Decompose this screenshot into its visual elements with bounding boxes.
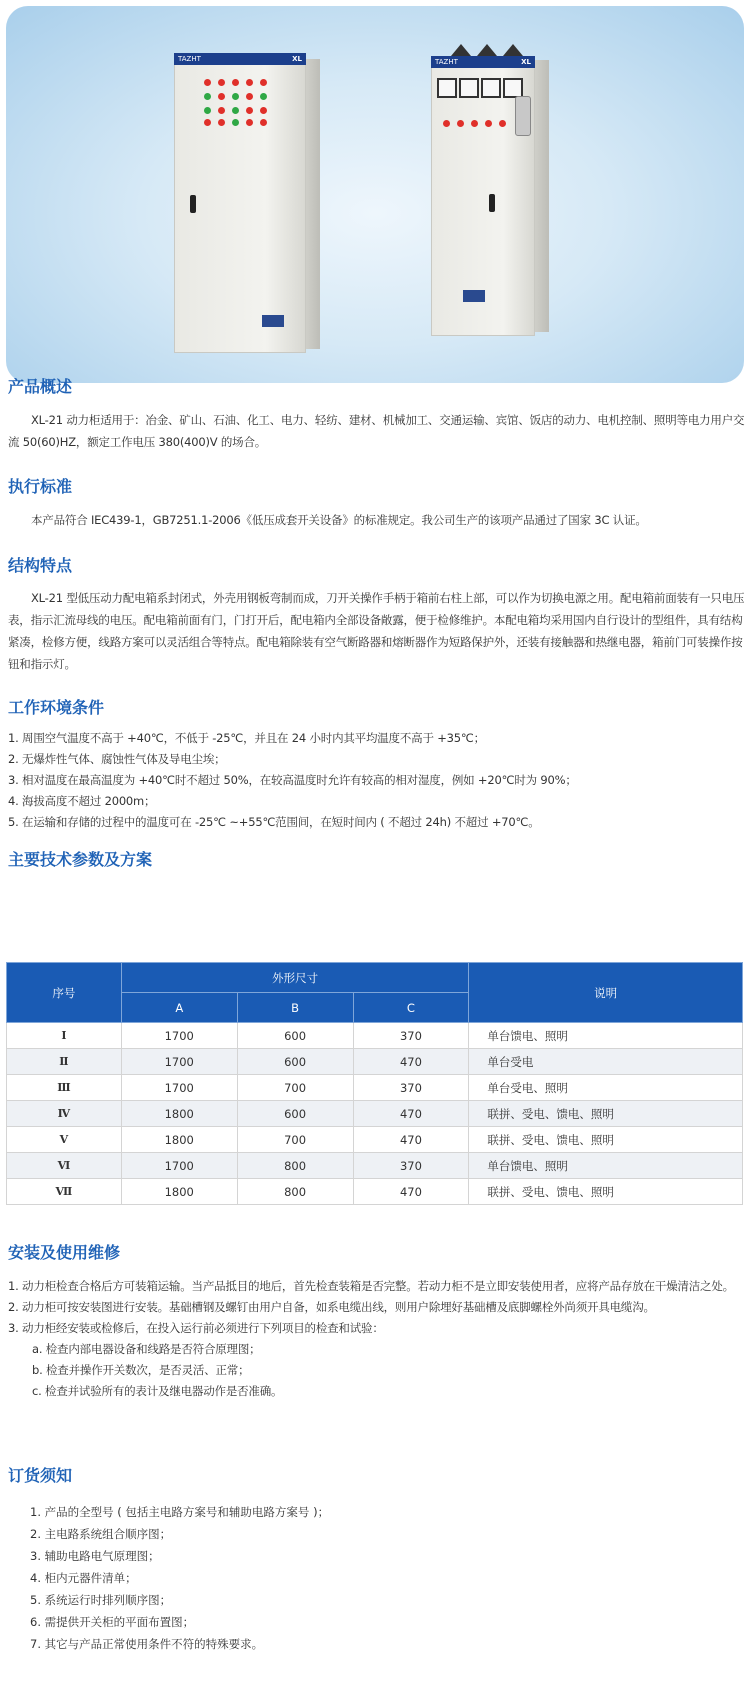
door-handle	[190, 195, 196, 213]
section-title-order: 订货须知	[8, 1466, 73, 1485]
indicator-lamp	[218, 107, 225, 114]
spec-table	[6, 962, 743, 1205]
ammeter-icon	[459, 78, 479, 98]
indicator-lamp	[246, 119, 253, 126]
cabinet-right	[431, 44, 551, 336]
cabinet-left	[174, 53, 324, 353]
cell-b: 600	[237, 1049, 353, 1075]
section-title-environment: 工作环境条件	[8, 698, 105, 717]
table-row	[7, 1179, 743, 1205]
cell-c: 370	[353, 1075, 469, 1101]
indicator-lamp	[246, 79, 253, 86]
cell-no: Ⅱ	[7, 1049, 122, 1075]
cell-c: 470	[353, 1049, 469, 1075]
cabinet-right-series: XL	[521, 58, 531, 66]
ammeter-icon	[481, 78, 501, 98]
cell-b: 800	[237, 1179, 353, 1205]
cell-a: 1700	[121, 1023, 237, 1049]
table-row	[7, 1075, 743, 1101]
section-title-params: 主要技术参数及方案	[8, 850, 153, 869]
table-row	[7, 1049, 743, 1075]
indicator-lamp	[232, 79, 239, 86]
table-header-desc: 说明	[469, 963, 743, 1023]
cell-desc: 单台受电、照明	[469, 1075, 743, 1101]
indicator-lamp	[232, 107, 239, 114]
table-header-b: B	[237, 993, 353, 1023]
table-header-dims: 外形尺寸	[121, 963, 469, 993]
cell-b: 800	[237, 1153, 353, 1179]
table-row	[7, 1101, 743, 1127]
indicator-lamp	[246, 93, 253, 100]
cabinet-left-series: XL	[292, 55, 302, 63]
cell-c: 470	[353, 1179, 469, 1205]
cell-desc: 单台馈电、照明	[469, 1153, 743, 1179]
vent-icon	[477, 44, 497, 56]
cell-c: 470	[353, 1127, 469, 1153]
cell-a: 1700	[121, 1153, 237, 1179]
list-item: 2. 动力柜可按安装图进行安装。基础槽钢及螺钉由用户自备，如系电缆出线，则用户除埋好基础槽及底脚螺栓外尚须开具电缆沟。	[8, 1300, 655, 1314]
vent-icon	[451, 44, 471, 56]
indicator-lamp	[260, 93, 267, 100]
indicator-lamp	[457, 120, 464, 127]
table-header-no: 序号	[7, 963, 122, 1023]
indicator-lamp	[260, 107, 267, 114]
cabinet-right-nameplate	[431, 56, 535, 68]
cell-no: Ⅴ	[7, 1127, 122, 1153]
indicator-lamp	[260, 79, 267, 86]
list-subitem: c. 检查并试验所有的表计及继电器动作是否准确。	[32, 1384, 283, 1398]
list-item: 3. 动力柜经安装或检修后，在投入运行前必须进行下列项目的检查和试验：	[8, 1321, 384, 1335]
indicator-lamp	[443, 120, 450, 127]
list-item: 3. 辅助电路电气原理图；	[30, 1549, 160, 1563]
cell-desc: 联拼、受电、馈电、照明	[469, 1101, 743, 1127]
cell-desc: 单台受电	[469, 1049, 743, 1075]
cell-no: Ⅶ	[7, 1179, 122, 1205]
table-row	[7, 1153, 743, 1179]
cell-b: 700	[237, 1075, 353, 1101]
indicator-lamp	[204, 107, 211, 114]
cell-c: 470	[353, 1101, 469, 1127]
list-item: 4. 柜内元器件清单；	[30, 1571, 137, 1585]
cabinet-right-brand: TAZHT	[435, 58, 458, 66]
list-subitem: b. 检查并操作开关数次，是否灵活、正常；	[32, 1363, 250, 1377]
order-list	[30, 1501, 329, 1655]
ammeter-icon	[503, 78, 523, 98]
door-handle	[489, 194, 495, 212]
vent-icon	[503, 44, 523, 56]
list-item: 2. 无爆炸性气体、腐蚀性气体及导电尘埃；	[8, 752, 226, 766]
structure-text: XL-21 型低压动力配电箱系封闭式，外壳用钢板弯制而成，刀开关操作手柄于箱前右柱上部，可以作为切换电源之用。配电箱前面装有一只电压表，指示汇流母线的电压。配电箱前面有门，门打开后，配电箱内全部设备敞露，便于检修维护。本配电箱均采用国内自行设计的型组件，具有结构紧凑，检修方便，线路方案可以灵活组合等特点。配电箱除装有空气断路器和熔断器作为短路保护外，还装有接触器和热继电器，箱前门可装操作按钮和指示灯。	[8, 591, 745, 671]
indicator-lamp	[499, 120, 506, 127]
environment-list	[8, 728, 746, 833]
cell-desc: 单台馈电、照明	[469, 1023, 743, 1049]
cell-no: Ⅳ	[7, 1101, 122, 1127]
cell-a: 1800	[121, 1101, 237, 1127]
indicator-lamp	[218, 79, 225, 86]
list-item: 1. 产品的全型号 ( 包括主电路方案号和辅助电路方案号 )；	[30, 1505, 330, 1519]
indicator-lamp	[204, 79, 211, 86]
install-list	[8, 1276, 746, 1402]
voltmeter-icon	[437, 78, 457, 98]
cell-no: Ⅰ	[7, 1023, 122, 1049]
cell-no: Ⅲ	[7, 1075, 122, 1101]
cell-b: 600	[237, 1101, 353, 1127]
cell-desc: 联拼、受电、馈电、照明	[469, 1179, 743, 1205]
knife-switch-handle	[515, 96, 531, 136]
indicator-lamp	[471, 120, 478, 127]
cell-c: 370	[353, 1153, 469, 1179]
table-row	[7, 1023, 743, 1049]
table-header-a: A	[121, 993, 237, 1023]
cell-a: 1800	[121, 1127, 237, 1153]
indicator-lamp	[246, 107, 253, 114]
list-item: 5. 系统运行时排列顺序图；	[30, 1593, 172, 1607]
cell-a: 1800	[121, 1179, 237, 1205]
list-item: 3. 相对温度在最高温度为 +40℃时不超过 50%，在较高温度时允许有较高的相对湿度，例如 +20℃时为 90%；	[8, 773, 577, 787]
list-item: 1. 周围空气温度不高于 +40℃，不低于 -25℃，并且在 24 小时内其平均温度不高于 +35℃；	[8, 731, 485, 745]
cell-a: 1700	[121, 1075, 237, 1101]
section-title-install: 安装及使用维修	[8, 1243, 121, 1262]
list-item: 5. 在运输和存储的过程中的温度可在 -25℃ ~+55℃范围间，在短时间内 ( 不超过 24h) 不超过 +70℃。	[8, 815, 540, 829]
indicator-lamp	[204, 119, 211, 126]
section-title-structure: 结构特点	[8, 556, 73, 575]
indicator-lamp	[485, 120, 492, 127]
cabinet-left-brand: TAZHT	[178, 55, 201, 63]
section-title-overview: 产品概述	[8, 377, 73, 396]
cell-b: 600	[237, 1023, 353, 1049]
cell-c: 370	[353, 1023, 469, 1049]
table-row	[7, 1127, 743, 1153]
cell-b: 700	[237, 1127, 353, 1153]
section-title-standard: 执行标准	[8, 477, 73, 496]
indicator-lamp	[232, 93, 239, 100]
table-header-c: C	[353, 993, 469, 1023]
list-item: 1. 动力柜检查合格后方可装箱运输。当产品抵目的地后，首先检查装箱是否完整。若动力柜不是立即安装使用者，应将产品存放在干燥清洁之处。	[8, 1279, 734, 1293]
list-item: 6. 需提供开关柜的平面布置图；	[30, 1615, 195, 1629]
cell-no: Ⅵ	[7, 1153, 122, 1179]
list-subitem: a. 检查内部电器设备和线路是否符合原理图；	[32, 1342, 261, 1356]
product-photo	[6, 6, 744, 383]
indicator-lamp	[232, 119, 239, 126]
list-item: 7. 其它与产品正常使用条件不符的特殊要求。	[30, 1637, 264, 1651]
cell-a: 1700	[121, 1049, 237, 1075]
cabinet-label-plate	[463, 290, 485, 302]
cell-desc: 联拼、受电、馈电、照明	[469, 1127, 743, 1153]
list-item: 2. 主电路系统组合顺序图；	[30, 1527, 172, 1541]
standard-text: 本产品符合 IEC439-1，GB7251.1-2006《低压成套开关设备》的标准规定。我公司生产的该项产品通过了国家 3C 认证。	[31, 513, 647, 527]
indicator-lamp	[218, 119, 225, 126]
cabinet-left-nameplate	[174, 53, 306, 65]
cabinet-label-plate	[262, 315, 284, 327]
indicator-lamp	[260, 119, 267, 126]
list-item: 4. 海拔高度不超过 2000m；	[8, 794, 156, 808]
indicator-lamp	[218, 93, 225, 100]
overview-text: XL-21 动力柜适用于：冶金、矿山、石油、化工、电力、轻纺、建材、机械加工、交通运输、宾馆、饭店的动力、电机控制、照明等电力用户交流 50(60)HZ，额定工作电压 380(400)V 的场合。	[8, 413, 745, 449]
indicator-lamp	[204, 93, 211, 100]
